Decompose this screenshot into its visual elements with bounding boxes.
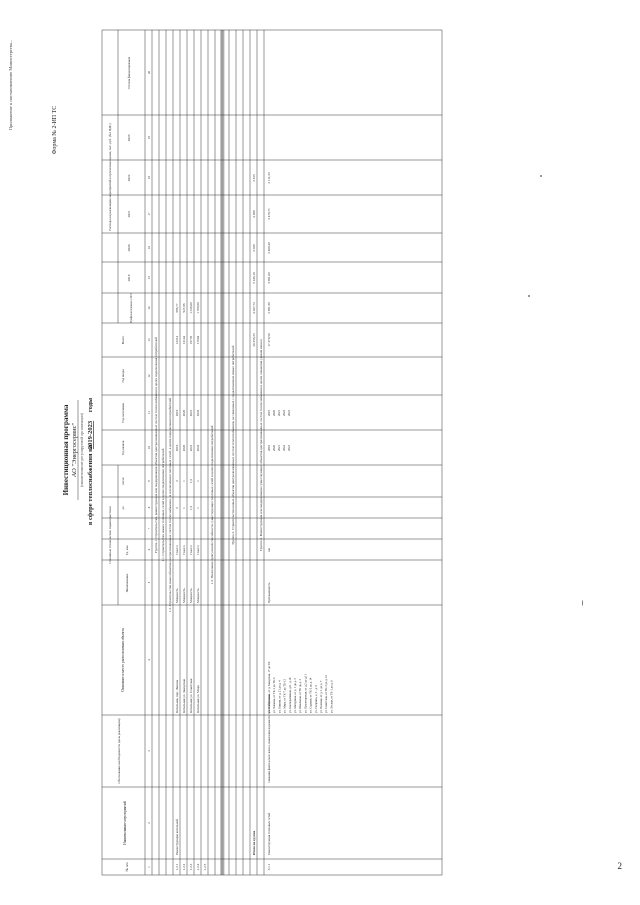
title-org-note: (наименование регулируемой организации) — [79, 412, 84, 488]
row-prior: 1 709,00 — [196, 302, 200, 314]
totals-v2: 5 246,18 — [252, 272, 256, 284]
header-further: Остаток финансирования — [127, 56, 131, 90]
group3-address: ул. Гагарина, д. 3 - д. 9 — [313, 685, 318, 713]
totals-v1: 4 027,72 — [252, 302, 256, 314]
col-index: 15 — [147, 276, 151, 279]
row-total: 12214 — [175, 335, 179, 345]
group3-unit: км — [267, 548, 271, 552]
group3-v2: 3 691,00 — [267, 272, 271, 284]
group3-v4: 3 478,71 — [267, 208, 271, 220]
group3-v1: 3 691,56 — [267, 302, 271, 314]
row-desc: Котельная ул. Заводская — [182, 679, 186, 713]
header-unit: Ед. изм. — [125, 544, 129, 556]
investment-table — [102, 30, 442, 875]
col-index: 1 — [147, 866, 151, 868]
form-label: Форма № 2-ИП ТС — [52, 105, 58, 155]
row-year-start: 2022 — [196, 444, 200, 452]
section-row: Группа 2. Строительство новых объектов централизованных систем теплоснабжения, не связанных с подключением новых потребителей — [231, 345, 235, 545]
col-index: 13 — [147, 338, 151, 342]
group3-param: Протяженность — [267, 582, 271, 603]
row-num: 1.2.3 — [189, 863, 193, 871]
scan-speck — [540, 175, 542, 177]
row-before: 1,5 — [189, 505, 193, 511]
col-index: 14 — [147, 306, 151, 310]
col-index: 5 — [147, 581, 151, 584]
group3-year-end: 2021 — [277, 410, 281, 416]
header-before: до — [121, 506, 125, 510]
row-total: 12144 — [182, 335, 186, 345]
row-prior: 696,77 — [175, 303, 179, 313]
group3-year-start: 2020 — [272, 445, 276, 451]
row-param: Мощность — [196, 588, 200, 603]
col-index: 19 — [147, 136, 151, 139]
header-commission-costs: Расходы на реализацию мероприятий в прогнозных ценах, тыс. руб. (без НДС) — [108, 123, 112, 231]
row-total: 19735 — [189, 335, 193, 345]
header-commission: Год ввода — [121, 369, 125, 383]
totals-total: 20 356,35 — [252, 333, 256, 347]
row-num: 1.2.4 — [196, 863, 200, 871]
row-before: 1 — [196, 507, 200, 509]
header-year-2019: 2019 — [127, 274, 131, 282]
col-index: 20 — [147, 71, 151, 74]
group3-name: Реконструкция тепловых сетей — [267, 812, 271, 855]
group3-v5: 3 111,33 — [267, 172, 271, 184]
row-after: 1,5 — [189, 478, 193, 484]
group3-year-start: 2019 — [267, 445, 271, 451]
header-finish-year: Год окончания — [121, 403, 125, 423]
row-desc: Котельная ул. Советская — [189, 678, 193, 713]
header-description: Описание и место расположения объекта — [121, 628, 125, 692]
col-index: 17 — [147, 212, 151, 216]
row-desc: Котельная ул. Мира — [196, 685, 200, 713]
section-row: Группа 1. Строительство, реконструкция или модернизация объектов централизованных систем теплоснабжения в целях подключения потребителей — [154, 337, 158, 553]
row-after: 1 — [196, 480, 200, 482]
row-unit: Гкал/ч — [196, 545, 200, 555]
title-main: Инвестиционная программа — [62, 404, 70, 496]
group3-address: ул. Школьная, от ТК до д. 3 — [298, 679, 303, 713]
header-param-name: Наименование — [125, 573, 129, 593]
header-year-2020: 2020 — [127, 244, 131, 252]
row-year-end: 2019 — [175, 409, 179, 417]
section-row: Группа 3. Реконструкция или модернизация существующих объектов централизованных систем теплоснабжения в целях снижения уровня износа — [259, 339, 263, 551]
row-after: 1 — [182, 480, 186, 482]
row-prior: 1 016,00 — [189, 302, 193, 314]
row-unit: Гкал/ч — [175, 545, 179, 555]
col-index: 3 — [147, 750, 151, 752]
page-number: 2 — [617, 861, 622, 871]
header-total: Всего — [121, 335, 125, 345]
header-year-2021: 2021 — [127, 210, 131, 218]
row-num: 1.2.1 — [175, 863, 179, 871]
row-param: Мощность — [175, 588, 179, 603]
row-year-end: 2021 — [189, 409, 193, 417]
group3-address: ул. Кооперативная, д.8 - д.10 — [287, 677, 292, 713]
scan-speck — [582, 600, 583, 606]
title-org: АО "Энергосервис" — [71, 422, 78, 478]
col-index: 8 — [147, 506, 151, 509]
col-index: 10 — [147, 446, 151, 449]
group3-year-start: 2022 — [282, 445, 286, 451]
scan-speck — [528, 295, 530, 297]
row-desc: Котельная, пер. Ленина — [175, 679, 179, 713]
group3-address: ул. Садовая, от ТК-2 до д. 14 — [308, 677, 313, 713]
header-prior: Профинансировано к 2019 — [130, 293, 133, 323]
col-index: 9 — [147, 480, 151, 482]
row-total: 17604 — [196, 335, 200, 345]
row-param: Мощность — [189, 588, 193, 603]
col-index: 7 — [147, 527, 151, 530]
row-before: 2 — [175, 507, 179, 509]
section-row: 1.1. Строительство новых тепловых сетей в целях подключения потребителей — [161, 448, 165, 562]
header-year-2023: 2023 — [127, 134, 131, 142]
header-num: № п/п — [125, 862, 129, 872]
group3-year-end: 2023 — [287, 410, 291, 416]
col-index: 4 — [147, 659, 151, 661]
totals-v5: 3 815 — [252, 174, 256, 182]
group3-address: ул. Кирова, от д. 21 до д. 4 — [277, 680, 282, 713]
row-param: Мощность — [182, 588, 186, 603]
totals-v3: 3 029 — [252, 244, 256, 252]
group3-address: ул. Лесная, от ТК-1 до д. 6 — [329, 680, 334, 713]
col-index: 11 — [147, 411, 151, 414]
col-index: 2 — [147, 822, 151, 824]
group3-v3: 3 409,20 — [267, 242, 271, 254]
row-before: 1 — [182, 507, 186, 509]
row-num: 1.2.5 — [203, 863, 207, 871]
row-num: 1.2.2 — [182, 863, 186, 871]
top-note: Приложение к постановлению Министерства... — [8, 39, 13, 131]
header-after: после — [121, 477, 125, 485]
group3-address: ул. Набережная, от д. Заводская, 17 до ТК — [267, 661, 271, 713]
col-index: 16 — [147, 246, 151, 249]
header-group-name: Наименование мероприятий — [123, 801, 127, 845]
section-row: 1.3. Увеличение пропускной способности существующих тепловых сетей в целях подключения потребителей — [210, 425, 214, 585]
group3-address: ул. Полевая, от д. 1 до д. 7 — [319, 680, 323, 713]
row-year-start: 2020 — [182, 444, 186, 452]
header-justification: Обоснование необходимости (цель реализации) — [117, 718, 121, 784]
row-year-start: 2021 — [189, 444, 193, 452]
header-design-year: Год начала — [121, 440, 125, 456]
group3-num: 3.1.1 — [267, 863, 271, 871]
group3-address: ул. Мичурина, от д. 1 до д. 5 — [293, 678, 297, 713]
totals-label: Итого по группе — [252, 830, 256, 855]
group3-address: ул. Мира, от ТК-7 до ТК-12 — [282, 679, 287, 713]
row-name: Реконструкция котельной — [175, 818, 179, 855]
group3-year-start: 2023 — [287, 445, 291, 451]
title-years: годы — [87, 397, 94, 413]
group3-justification: Снижение фактического износа, повышение надежности теплоснабжения — [268, 694, 271, 783]
group3-address: ул. Советская, от ТК-3 до д. 12 — [324, 675, 329, 713]
col-index: 18 — [147, 176, 151, 179]
row-year-end: 2022 — [196, 409, 200, 417]
header-year-2022: 2022 — [127, 174, 131, 182]
row-year-start: 2019 — [175, 444, 179, 452]
title-sphere: в сфере теплоснабжения на — [87, 444, 94, 526]
col-index: 6 — [147, 548, 151, 551]
row-year-end: 2020 — [182, 409, 186, 417]
group3-year-start: 2021 — [277, 445, 281, 451]
col-index: 12 — [147, 374, 151, 378]
row-unit: Гкал/ч — [182, 545, 186, 555]
group3-year-end: 2020 — [272, 410, 276, 416]
group3-address: ул. Чапаева, от ТК-1 до ТК-5 — [272, 677, 277, 713]
title-period: 2019-2023 — [87, 420, 94, 450]
group3-year-end: 2022 — [282, 410, 286, 416]
row-unit: Гкал/ч — [189, 545, 193, 555]
group3-address: ул. Пролетарская, от д.2 до д.11 — [303, 674, 308, 713]
totals-v4: 4 288 — [252, 210, 256, 218]
group3-year-end: 2019 — [267, 410, 271, 416]
group3-total: 17 379,50 — [267, 333, 271, 347]
header-tech-params: Основные технические характеристики — [108, 506, 112, 564]
row-prior: 927,86 — [182, 303, 186, 313]
row-after: 2 — [175, 480, 179, 482]
section-row: 1.2. Строительство иных объектов централизованных систем теплоснабжения, за исключением тепловых сетей, в целях подключения потребителей — [168, 397, 172, 613]
